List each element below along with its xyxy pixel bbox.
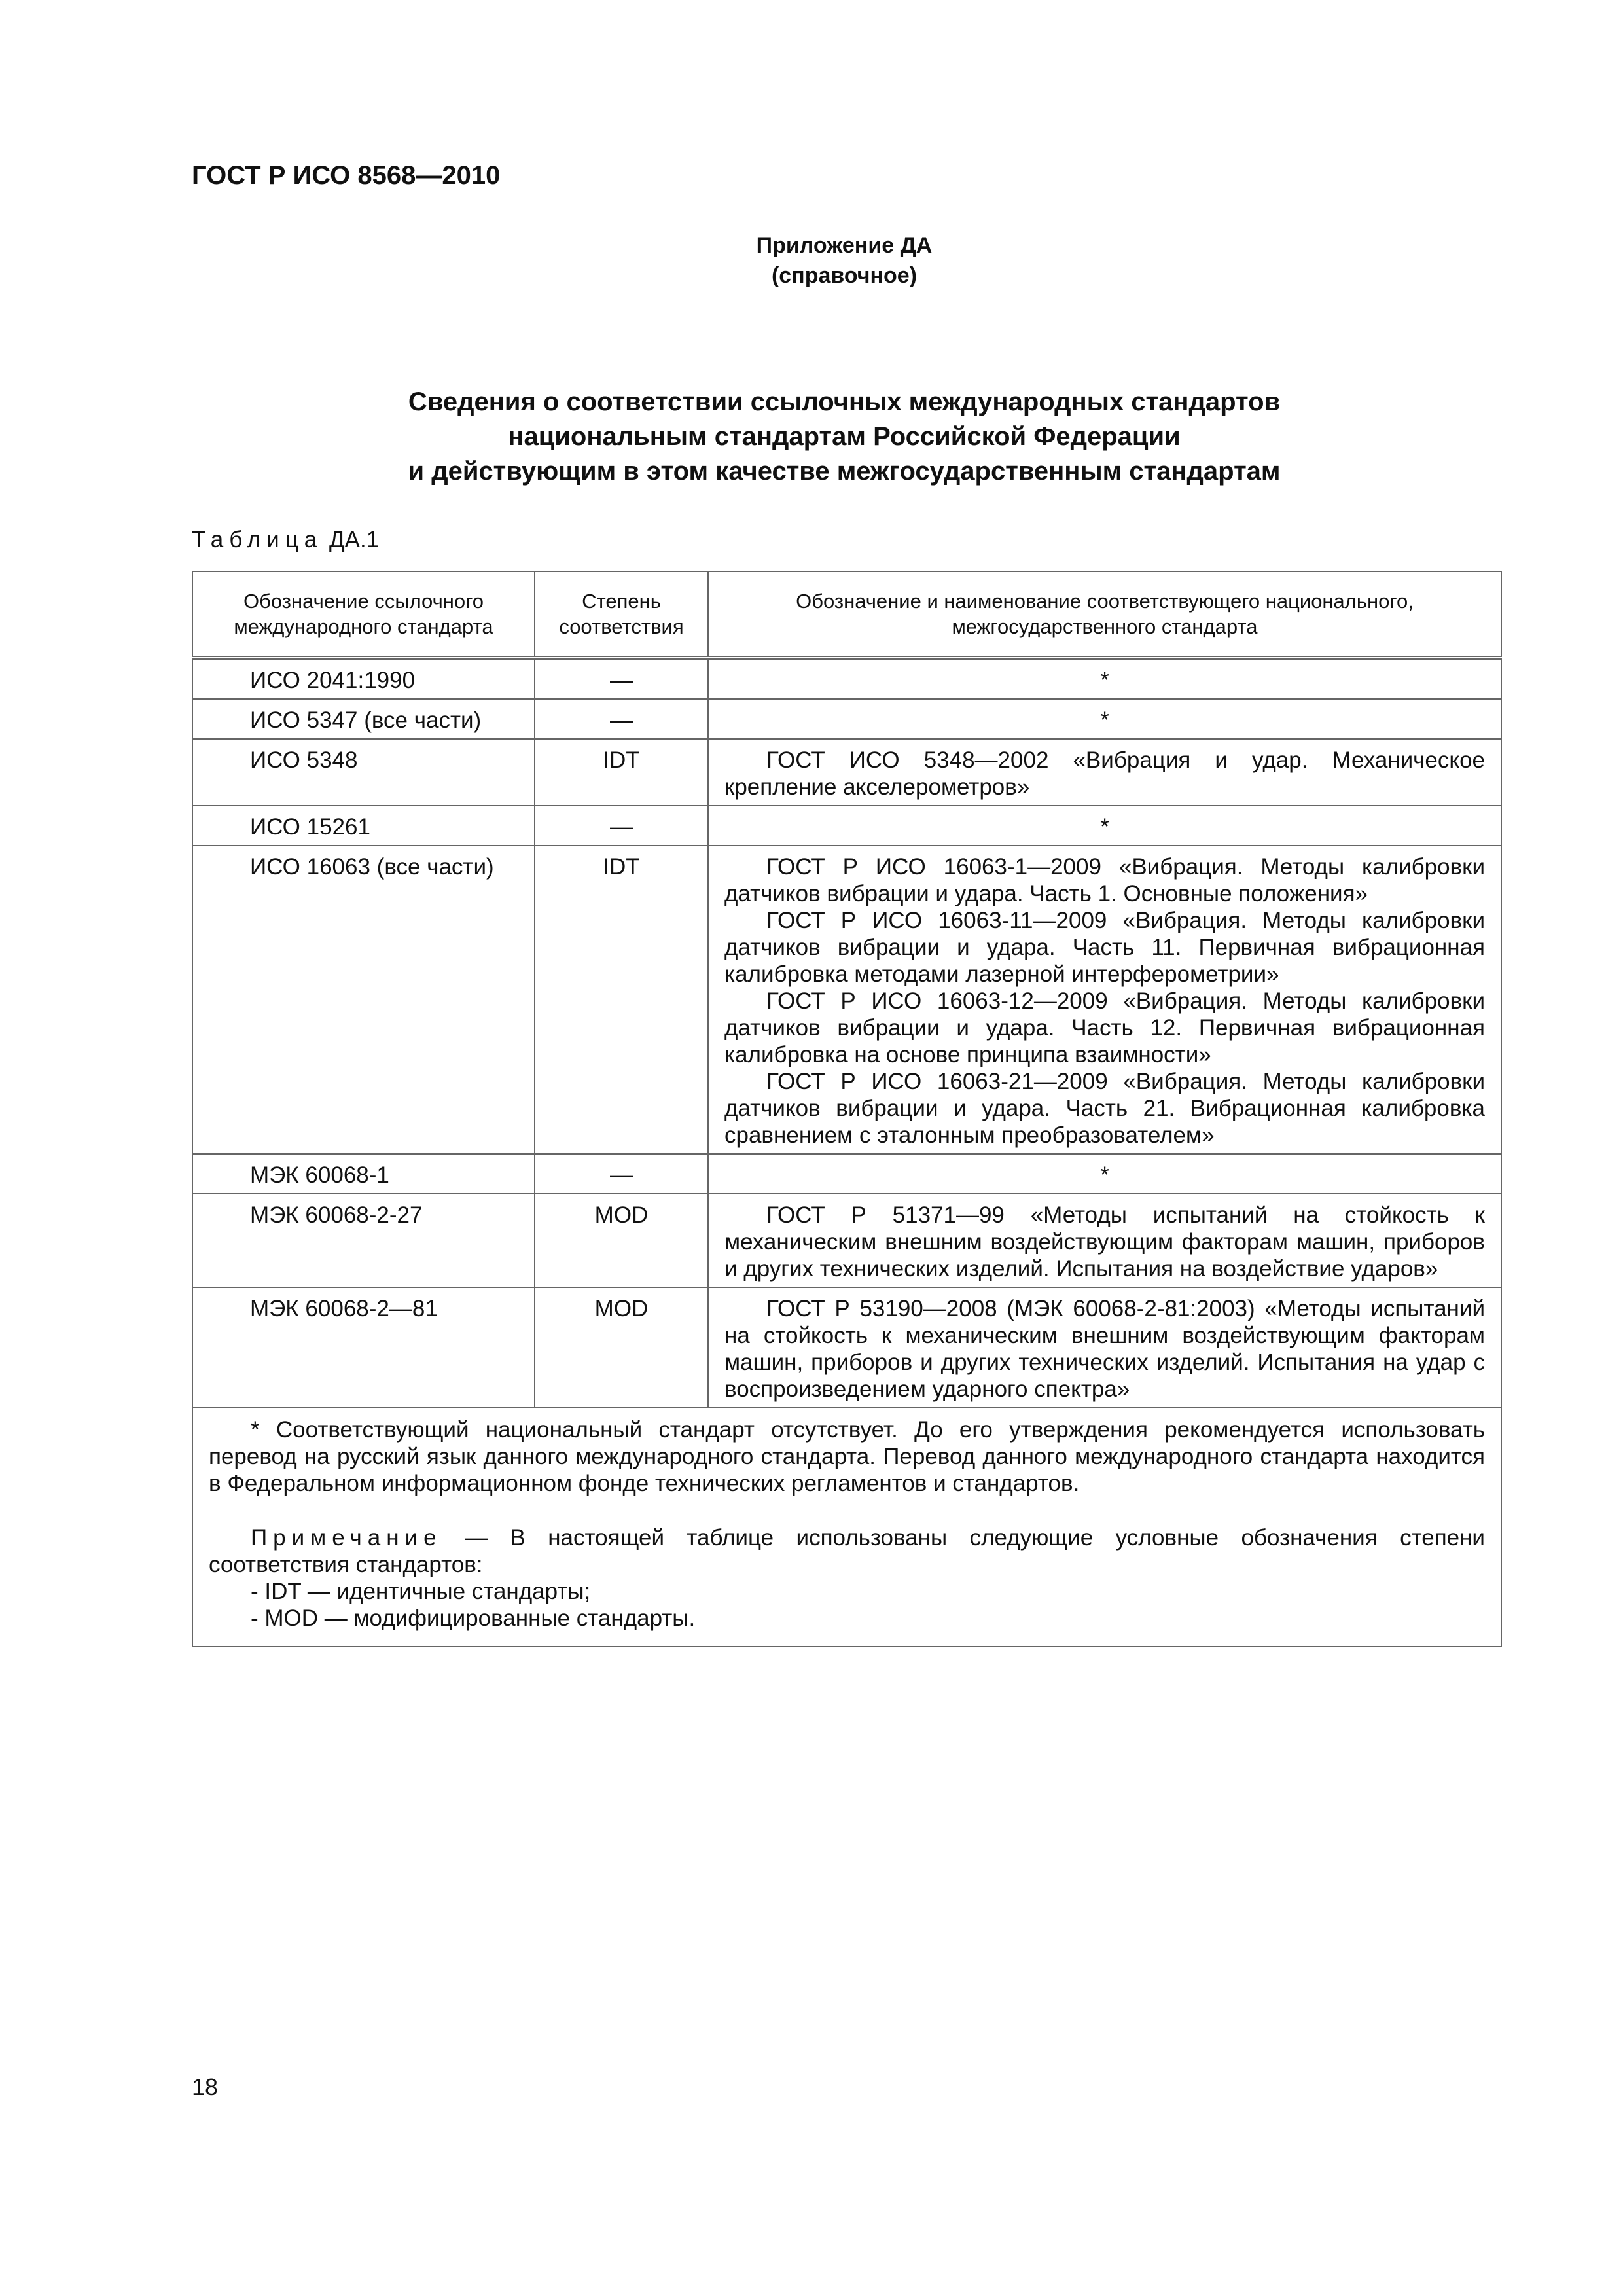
national-standard-cell <box>708 806 1501 846</box>
degree-cell: MOD <box>535 1287 708 1408</box>
international-standard-cell: ИСО 15261 <box>192 806 535 846</box>
table-row <box>192 739 1501 806</box>
degree-cell: — <box>535 806 708 846</box>
appendix-subtitle: (справочное) <box>771 263 918 288</box>
page-number: 18 <box>192 2073 219 2100</box>
international-standard-cell: МЭК 60068-2-27 <box>192 1194 535 1287</box>
national-standard-cell <box>708 699 1501 739</box>
title-line: и действующим в этом качестве межгосударственным стандартам <box>408 457 1281 486</box>
national-standard-entry: ГОСТ ИСО 5348—2002 «Вибрация и удар. Механическое крепление акселерометров» <box>724 747 1485 800</box>
degree-cell: — <box>535 699 708 739</box>
degree-cell: — <box>535 1154 708 1194</box>
table-row <box>192 806 1501 846</box>
table-row <box>192 846 1501 1154</box>
international-standard-cell: МЭК 60068-2—81 <box>192 1287 535 1408</box>
national-standard-cell <box>708 1154 1501 1194</box>
standards-correspondence-table <box>192 571 1502 1647</box>
table-row <box>192 1194 1501 1287</box>
header-international-standard: Обозначение ссылочного международного стандарта <box>192 571 535 658</box>
legend-item: - IDT — идентичные стандарты; <box>251 1579 591 1604</box>
national-standard-cell <box>708 658 1501 699</box>
header-national-standard: Обозначение и наименование соответствующего национального, межгосударственного стандарта <box>708 571 1501 658</box>
no-equivalent-mark: * <box>1100 708 1109 733</box>
national-standard-cell <box>708 1194 1501 1287</box>
national-standard-entry: ГОСТ Р 53190—2008 (МЭК 60068-2-81:2003) «Методы испытаний на стойкость к механическим внешним воздействующим факторам машин, приборов и других технических изделий. Испытания на удар с воспроизведением ударного спектра» <box>724 1296 1485 1402</box>
appendix-title: Приложение ДА <box>756 233 933 258</box>
national-standard-entry: ГОСТ Р ИСО 16063-12—2009 «Вибрация. Методы калибровки датчиков вибрации и удара. Часть 12. Первичная вибрационная калибровка на основе принципа взаимности» <box>724 988 1485 1067</box>
table-footnote-row <box>192 1408 1501 1647</box>
national-standard-cell <box>708 846 1501 1154</box>
table-row <box>192 1287 1501 1408</box>
note-text: — В настоящей таблице использованы следующие условные обозначения степени соответствия стандартов: <box>209 1525 1485 1577</box>
legend-item: - MOD — модифицированные стандарты. <box>251 1605 696 1631</box>
table-header-row <box>192 571 1501 658</box>
table-row <box>192 699 1501 739</box>
international-standard-cell: ИСО 5348 <box>192 739 535 806</box>
header-degree: Степень соответствия <box>535 571 708 658</box>
appendix-heading <box>687 230 1001 291</box>
footnote-text: * Соответствующий национальный стандарт отсутствует. До его утверждения рекомендуется использовать перевод на русский язык данного международного стандарта. Перевод данного международного стандарта находится в Федеральном информационном фонде технических регламентов и стандартов. <box>209 1417 1485 1496</box>
national-standard-entry: ГОСТ Р 51371—99 «Методы испытаний на стойкость к механическим внешним воздействующим факторам машин, приборов и других технических изделий. Испытания на воздействие ударов» <box>724 1202 1485 1282</box>
no-equivalent-mark: * <box>1100 1162 1109 1188</box>
table-caption-id: ДА.1 <box>329 527 380 552</box>
international-standard-cell: МЭК 60068-1 <box>192 1154 535 1194</box>
table-caption-word: Таблица <box>192 527 323 552</box>
no-equivalent-mark: * <box>1100 668 1109 693</box>
national-standard-cell <box>708 739 1501 806</box>
table-row <box>192 658 1501 699</box>
degree-cell: MOD <box>535 1194 708 1287</box>
national-standard-entry: ГОСТ Р ИСО 16063-21—2009 «Вибрация. Методы калибровки датчиков вибрации и удара. Часть 21. Вибрационная калибровка сравнением с эталонным преобразователем» <box>724 1069 1485 1148</box>
international-standard-cell: ИСО 16063 (все части) <box>192 846 535 1154</box>
degree-cell: IDT <box>535 846 708 1154</box>
degree-cell: IDT <box>535 739 708 806</box>
international-standard-cell: ИСО 5347 (все части) <box>192 699 535 739</box>
title-line: национальным стандартам Российской Федерации <box>508 422 1181 451</box>
international-standard-cell: ИСО 2041:1990 <box>192 658 535 699</box>
table-body <box>192 658 1501 1408</box>
note <box>209 1524 1485 1578</box>
note-label: Примечание <box>251 1525 442 1551</box>
degree-cell: — <box>535 658 708 699</box>
national-standard-cell <box>708 1287 1501 1408</box>
table-row <box>192 1154 1501 1194</box>
title-line: Сведения о соответствии ссылочных международных стандартов <box>408 387 1281 416</box>
national-standard-entry: ГОСТ Р ИСО 16063-1—2009 «Вибрация. Методы калибровки датчиков вибрации и удара. Часть 1. Основные положения» <box>724 854 1485 906</box>
document-code: ГОСТ Р ИСО 8568—2010 <box>192 161 501 190</box>
section-title <box>209 385 1479 489</box>
table-footnote-cell <box>192 1408 1501 1647</box>
national-standard-entry: ГОСТ Р ИСО 16063-11—2009 «Вибрация. Методы калибровки датчиков вибрации и удара. Часть 11. Первичная вибрационная калибровка методами лазерной интерферометрии» <box>724 908 1485 987</box>
table-caption <box>192 527 379 553</box>
no-equivalent-mark: * <box>1100 814 1109 840</box>
